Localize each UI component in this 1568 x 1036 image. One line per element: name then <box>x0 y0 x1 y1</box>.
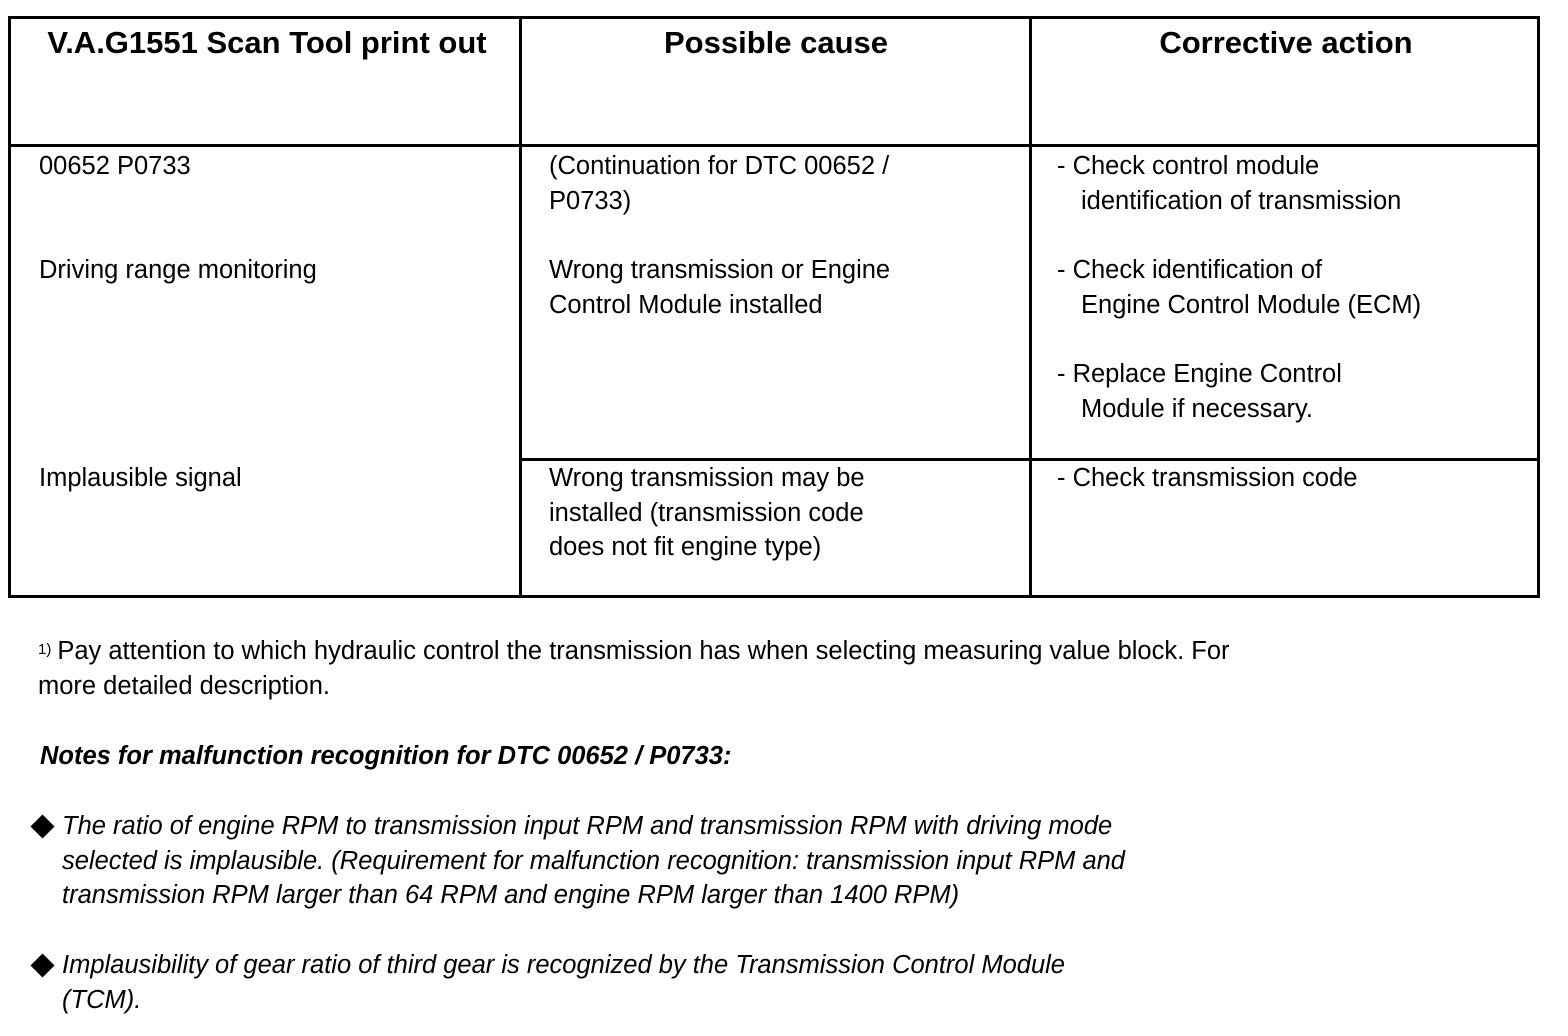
cause-line: Wrong transmission may be <box>549 464 865 492</box>
footnote-marker: 1) <box>38 641 52 658</box>
dtc-code: 00652 P0733 <box>39 152 191 180</box>
action-line: Engine Control Module (ECM) <box>1081 290 1422 319</box>
note-line: Implausibility of gear ratio of third gear is recognized by the Transmission Control Module <box>62 951 1065 979</box>
action-replace-ecm <box>1057 357 1342 426</box>
notes-heading: Notes for malfunction recognition for DTC 00652 / P0733: <box>40 742 732 770</box>
cause-continuation-line: (Continuation for DTC 00652 / <box>549 152 890 180</box>
action-line: - Replace Engine Control <box>1057 360 1342 388</box>
fault-implausible-signal: Implausible signal <box>39 464 242 492</box>
note-bullet <box>30 948 1260 1017</box>
column-divider <box>519 19 522 595</box>
action-line: - Check identification of <box>1057 256 1323 284</box>
note-line: (TCM). <box>62 985 142 1014</box>
note-line: The ratio of engine RPM to transmission input RPM and transmission RPM with driving mode <box>62 812 1113 840</box>
header-scan-tool-print-out: V.A.G1551 Scan Tool print out <box>47 25 487 60</box>
cause-wrong-transmission-code <box>549 461 865 565</box>
cause-continuation-line: P0733) <box>549 186 632 215</box>
cause-wrong-transmission-or-ecm <box>549 253 890 322</box>
action-check-control-module <box>1057 149 1401 218</box>
note-line: transmission RPM larger than 64 RPM and engine RPM larger than 1400 RPM) <box>62 881 960 909</box>
header-corrective-action: Corrective action <box>1159 25 1413 60</box>
action-check-transmission-code <box>1057 461 1357 496</box>
column-divider <box>1029 19 1032 595</box>
header-divider <box>11 144 1537 147</box>
footnote-text: Pay attention to which hydraulic control the transmission has when selecting measuring value block. For more detailed description. <box>38 637 1230 700</box>
cause-continuation <box>549 149 889 218</box>
cause-line: Wrong transmission or Engine <box>549 256 891 284</box>
note-line: selected is implausible. (Requirement for malfunction recognition: transmission input RPM and <box>62 846 1125 875</box>
action-line: Module if necessary. <box>1081 394 1313 423</box>
cause-line: does not fit engine type) <box>549 533 822 562</box>
action-line: - Check transmission code <box>1057 464 1358 492</box>
fault-driving-range-monitoring: Driving range monitoring <box>39 256 317 284</box>
cause-line: Control Module installed <box>549 290 823 319</box>
cause-line: installed (transmission code <box>549 498 864 527</box>
footnote <box>38 634 1288 704</box>
dtc-table <box>8 16 1540 598</box>
note-bullet <box>30 809 1260 913</box>
header-possible-cause: Possible cause <box>663 25 888 60</box>
action-check-ecm-identification <box>1057 253 1421 322</box>
action-line: identification of transmission <box>1081 186 1402 215</box>
action-line: - Check control module <box>1057 152 1320 180</box>
